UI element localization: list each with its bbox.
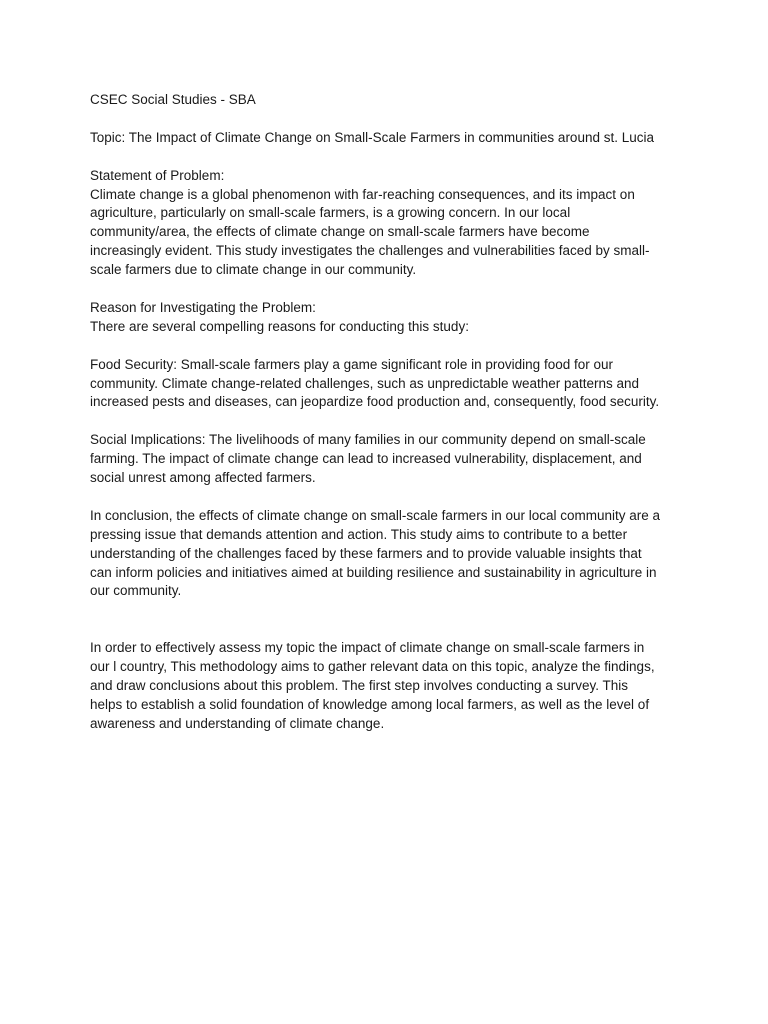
reason-section — [90, 299, 682, 337]
food-security-paragraph: Food Security: Small-scale farmers play a game significant role in providing food for our community. Climate change-related challenges, such as unpredictable weather patterns and increased pests and diseases, can jeopardize food production and, consequently, food security. — [90, 356, 660, 410]
reason-intro: There are several compelling reasons for conducting this study: — [90, 318, 469, 334]
document-header: CSEC Social Studies - SBA — [90, 92, 256, 107]
statement-heading: Statement of Problem: — [90, 167, 225, 183]
topic-line: Topic: The Impact of Climate Change on Small-Scale Farmers in communities around st. Lucia — [90, 129, 654, 145]
statement-body: Climate change is a global phenomenon with far-reaching consequences, and its impact on agriculture, particularly on small-scale farmers, is a growing concern. In our local community/area, the effects of climate change on small-scale farmers have become increasingly evident. This study investigates the challenges and vulnerabilities faced by small- scale farmers due to climate change in our community. — [90, 186, 650, 278]
social-implications-paragraph: Social Implications: The livelihoods of many families in our community depend on small-scale farming. The impact of climate change can lead to increased vulnerability, displacement, and social unrest among affected farmers. — [90, 432, 646, 486]
methodology-paragraph: In order to effectively assess my topic the impact of climate change on small-scale farmers in our l country, This methodology aims to gather relevant data on this topic, analyze the findings, and draw conclusions about this problem. The first step involves conducting a survey. This helps to establish a solid foundation of knowledge among local farmers, as well as the level of awareness and understanding of climate change. — [90, 640, 655, 731]
reason-heading: Reason for Investigating the Problem: — [90, 299, 316, 315]
statement-of-problem-section — [90, 167, 682, 280]
conclusion-paragraph: In conclusion, the effects of climate change on small-scale farmers in our local community are a pressing issue that demands attention and action. This study aims to contribute to a better understanding of the challenges faced by these farmers and to provide valuable insights that can inform policies and initiatives aimed at building resilience and sustainability in agriculture in our community. — [90, 507, 661, 599]
document-body — [90, 91, 682, 753]
